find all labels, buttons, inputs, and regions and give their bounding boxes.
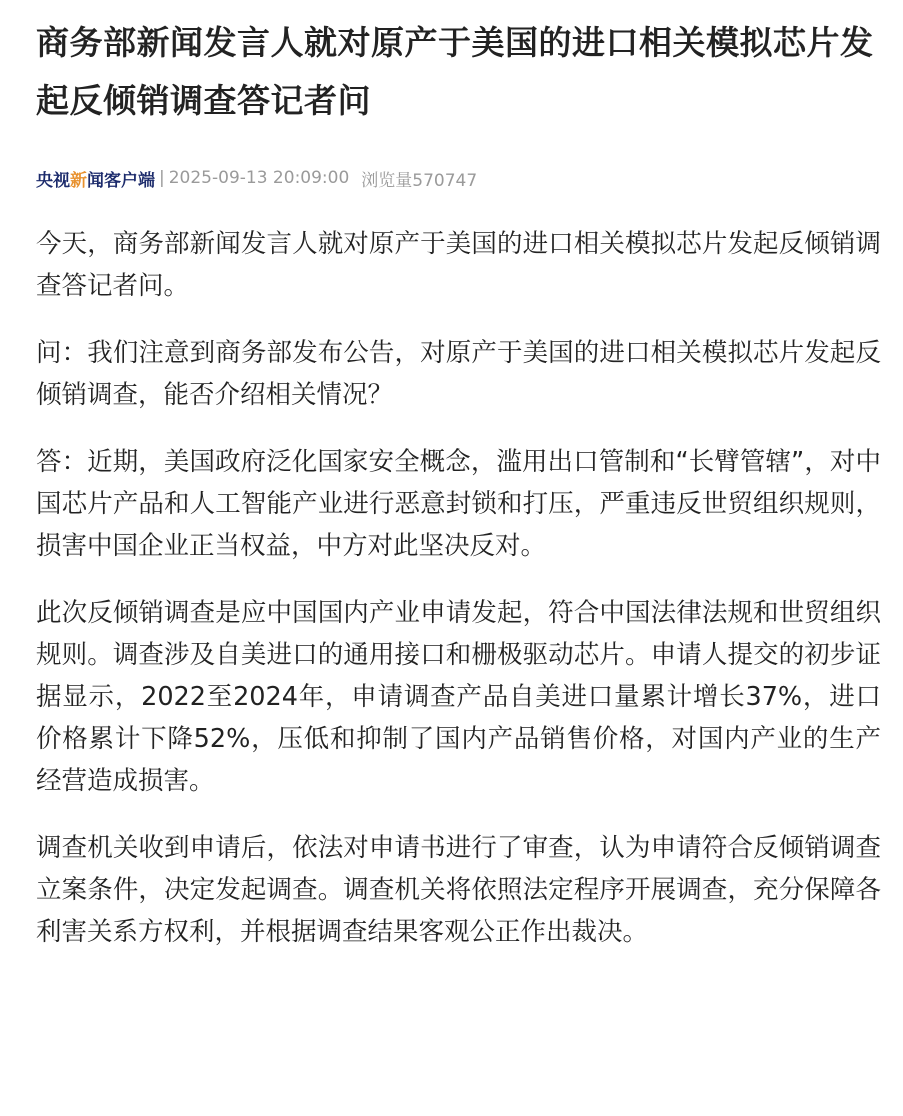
paragraph-intro: 今天，商务部新闻发言人就对原产于美国的进口相关模拟芯片发起反倾销调查答记者问。 [36,229,881,301]
brand-accent: 新 [70,170,87,191]
article-title: 商务部新闻发言人就对原产于美国的进口相关模拟芯片发起反倾销调查答记者问 [36,23,874,120]
paragraph-question: 问：我们注意到商务部发布公告，对原产于美国的进口相关模拟芯片发起反倾销调查，能否介绍相关情况？ [36,338,881,410]
article-body [36,223,881,953]
source-brand[interactable] [36,166,155,191]
paragraph-investigation-details: 此次反倾销调查是应中国国内产业申请发起，符合中国法律法规和世贸组织规则。调查涉及自美进口的通用接口和栅极驱动芯片。申请人提交的初步证据显示，2022至2024年，申请调查产品自美进口量累计增长37%，进口价格累计下降52%，压低和抑制了国内产品销售价格，对国内产业的生产经营造成损害。 [36,598,881,796]
publish-datetime: 2025-09-13 20:09:00 [168,168,350,188]
paragraph-procedure: 调查机关收到申请后，依法对申请书进行了审查，认为申请符合反倾销调查立案条件，决定发起调查。调查机关将依照法定程序开展调查，充分保障各利害关系方权利，并根据调查结果客观公正作出裁决。 [36,833,881,947]
meta-separator: | [159,168,165,188]
brand-part-1: 央视 [36,170,70,191]
view-count: 浏览量570747 [361,170,478,191]
article-meta [36,163,881,193]
paragraph-answer: 答：近期，美国政府泛化国家安全概念，滥用出口管制和“长臂管辖”，对中国芯片产品和人工智能产业进行恶意封锁和打压，严重违反世贸组织规则，损害中国企业正当权益，中方对此坚决反对。 [36,447,881,561]
brand-part-2: 闻客户端 [87,170,155,191]
